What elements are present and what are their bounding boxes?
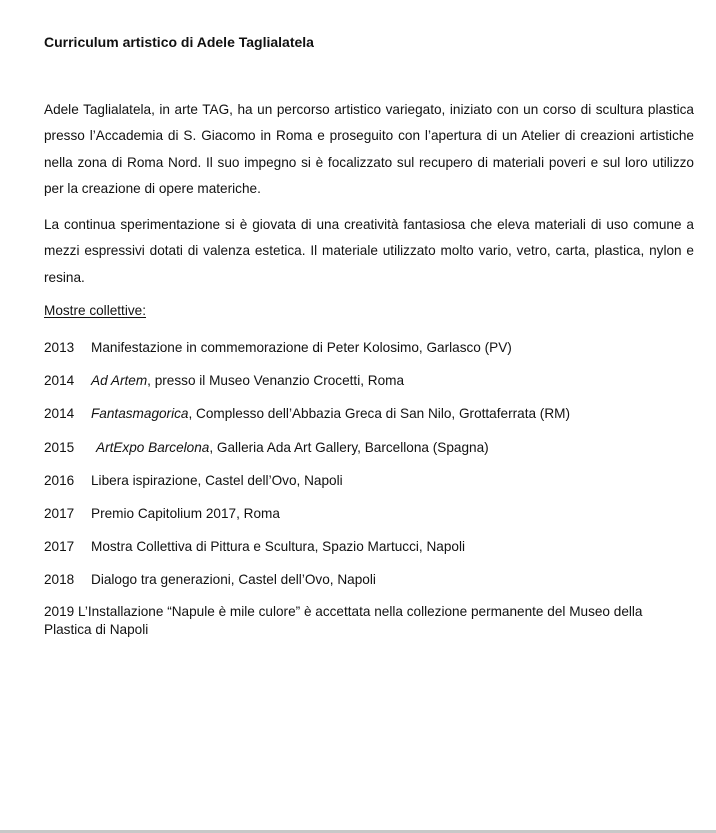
- permanent-collection-entry: 2019 L’Installazione “Napule è mile culore” è accettata nella collezione permanente del Museo della Plastica di Napoli: [44, 604, 643, 637]
- exhibition-item: [44, 503, 694, 536]
- exhibition-name: Fantasmagorica: [91, 406, 189, 422]
- exhibition-name: ArtExpo Barcelona: [96, 439, 210, 455]
- exhibition-details: Libera ispirazione, Castel dell’Ovo, Napoli: [91, 472, 343, 488]
- exhibition-details: Dialogo tra generazioni, Castel dell’Ovo, Napoli: [91, 572, 376, 588]
- exhibition-item: [44, 470, 694, 503]
- exhibition-item: [44, 437, 694, 470]
- intro-paragraph: Adele Taglialatela, in arte TAG, ha un percorso artistico variegato, iniziato con un corso di scultura plastica presso l’Accademia di S. Giacomo in Roma e proseguito con l’apertura di un Atelier di creazioni artistiche nella zona di Roma Nord. Il suo impegno si è focalizzato sul recupero di materiali poveri e sul loro utilizzo per la creazione di opere materiche.: [44, 102, 694, 196]
- exhibition-year: 2014: [44, 373, 75, 389]
- exhibition-year: 2016: [44, 472, 75, 488]
- exhibition-year: 2017: [44, 505, 75, 521]
- exhibition-item: [44, 403, 694, 436]
- exhibitions-heading: Mostre collettive:: [44, 303, 146, 318]
- materials-paragraph: La continua sperimentazione si è giovata di una creatività fantasiosa che eleva materiali di uso comune a mezzi espressivi dotati di valenza estetica. Il materiale utilizzato molto vario, vetro, carta, plastica, nylon e resina.: [44, 217, 694, 285]
- exhibition-details: , Galleria Ada Art Gallery, Barcellona (Spagna): [209, 439, 489, 455]
- exhibition-year: 2015: [44, 439, 75, 455]
- exhibition-details: Mostra Collettiva di Pittura e Scultura, Spazio Martucci, Napoli: [91, 539, 465, 555]
- exhibition-item: [44, 370, 694, 403]
- exhibition-year: 2014: [44, 406, 75, 422]
- exhibition-item: [44, 569, 694, 602]
- exhibition-details: Premio Capitolium 2017, Roma: [91, 505, 280, 521]
- exhibition-details: , Complesso dell’Abbazia Greca di San Nilo, Grottaferrata (RM): [188, 406, 570, 422]
- document-title: Curriculum artistico di Adele Taglialatela: [44, 34, 314, 50]
- exhibition-details: Manifestazione in commemorazione di Peter Kolosimo, Garlasco (PV): [91, 340, 512, 355]
- exhibition-item: [44, 536, 694, 569]
- exhibition-year: 2018: [44, 572, 75, 588]
- exhibition-item: [44, 337, 694, 370]
- exhibitions-list: [44, 337, 694, 603]
- exhibition-details: , presso il Museo Venanzio Crocetti, Roma: [147, 373, 405, 389]
- exhibition-year: 2017: [44, 539, 75, 555]
- exhibition-year: 2013: [44, 340, 75, 355]
- exhibition-name: Ad Artem: [91, 373, 148, 389]
